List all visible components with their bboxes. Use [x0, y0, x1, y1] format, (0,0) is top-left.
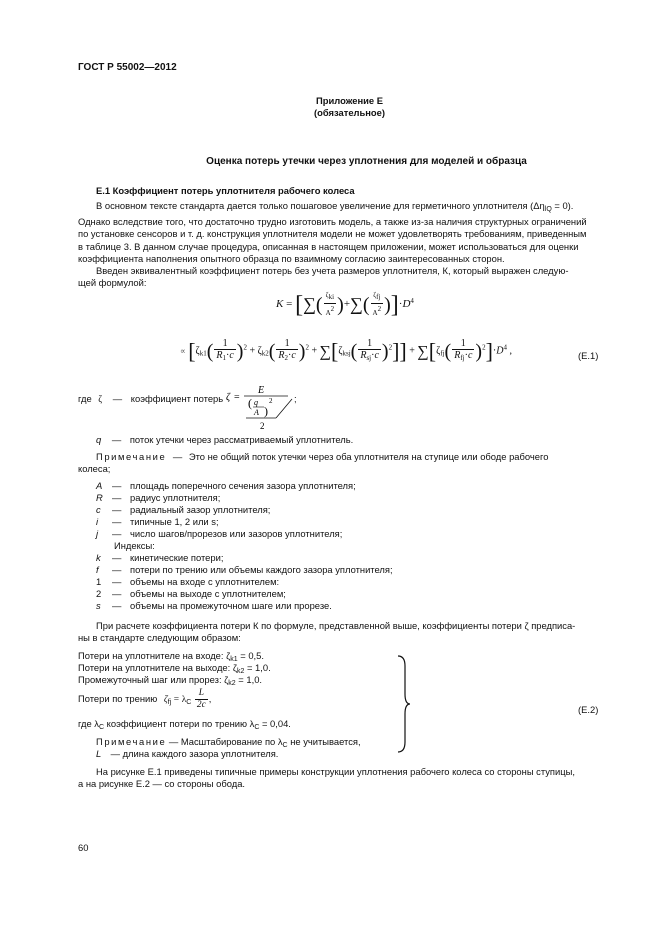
svg-text:2: 2: [269, 397, 273, 405]
document-title: Оценка потерь утечки через уплотнения для моделей и образца: [206, 156, 527, 167]
where-zeta: где ζ — коэффициент потерь: [78, 393, 224, 405]
system-l-definition: L — длина каждого зазора уплотнителя.: [96, 748, 279, 759]
note-1: Примечание — Это не общий поток утечки через оба уплотнителя на ступице или ободе рабочего колеса;: [78, 451, 549, 475]
list-item: 2 — объемы на выходе с уплотнителем;: [96, 588, 286, 599]
svg-text:(: (: [248, 396, 252, 410]
system-line-1: Потери на уплотнителе на входе: $\zeta_{k1} = 0,5$.: [78, 650, 264, 663]
annex-status: (обязательное): [314, 107, 385, 119]
glossary-list: [96, 480, 393, 612]
list-item: R — радиус уплотнителя;: [96, 492, 221, 503]
paragraph-figures: На рисунке Е.1 приведены типичные примеры конструкции уплотнения рабочего колеса со стороны ступицы, а на рисунке Е.2 — со стороны обода.: [78, 766, 575, 790]
para1-line-2: Однако вследствие того, что достаточно трудно изготовить модель, а также из-за наличия структурных ограничений: [78, 216, 587, 228]
formula-k-line1: K = [∑( $\frac{\text{ζki}}{A2}$ )+∑( $\frac{\text{ζfj}}{A2}$ )]$\cdot D^4$: [276, 291, 414, 319]
zeta-formula-svg: [224, 382, 324, 432]
note-label: Примечание: [96, 451, 167, 462]
paragraph-intro: [78, 200, 615, 289]
list-item: A — площадь поперечного сечения зазора уплотнителя;: [96, 480, 356, 491]
zeta-semicolon: ;: [294, 393, 297, 404]
system-line-5: где $\lambda_C$ коэффициент потери по трению $\lambda_C = 0,04$.: [78, 718, 291, 731]
system-note: Примечание — Масштабирование по $\lambda_C$ не учитывается,: [96, 736, 361, 749]
svg-text:A: A: [254, 408, 259, 417]
system-line-3: Промежуточный шаг или прорез: $\zeta_{k2} = 1,0$.: [78, 674, 263, 687]
svg-text:2: 2: [260, 421, 265, 431]
list-item: c — радиальный зазор уплотнителя;: [96, 504, 271, 515]
annex-title: [0, 95, 661, 119]
para2-line-1: Введен эквивалентный коэффициент потерь без учета размеров уплотнителя, К, который выражен следую-: [96, 265, 569, 277]
paragraph-coefficients: При расчете коэффициента потери К по формуле, представленной выше, коэффициенты потери ζ предписа- ны в стандарте следующим образом:: [78, 620, 576, 644]
system-line-2: Потери на уплотнителе на выходе: $\zeta_{k2} = 1,0$.: [78, 662, 271, 675]
svg-text:): ): [264, 404, 268, 418]
list-item: k — кинетические потери;: [96, 552, 224, 563]
svg-text:E: E: [258, 385, 265, 396]
svg-text:=: =: [234, 392, 240, 403]
list-item: 1 — объемы на входе с уплотнителем:: [96, 576, 280, 587]
para2-line-2: щей формулой:: [78, 277, 147, 289]
formula-k-line2: ∝ [$\zeta_{k1}$( $\frac{1}{R_1\cdot c}$ )$^2 + \zeta_{k2}$( $\frac{1}{R_2\cdot c}$ )$^2 + \sum[\zeta_{ksj}$( $\frac{1}{R_{sj}\cdot c}$ )$^2]] + \sum[\zeta_{fj}$( $\frac{1}{R_{fj}\cdot c}$ )$^2]\cdot D^4$ ,: [180, 338, 512, 364]
standard-header: ГОСТ Р 55002—2012: [78, 62, 177, 73]
list-item: j — число шагов/прорезов или зазоров уплотнителя;: [96, 528, 343, 539]
para1-line-3: по установке сенсоров и т. д. конструкция уплотнителя модели не может удовлетворять требованиям, приведенным: [78, 228, 587, 240]
page-number: 60: [78, 842, 89, 853]
svg-text:q: q: [254, 398, 258, 407]
list-item: s — объемы на промежуточном шаге или прорезе.: [96, 600, 332, 611]
annex-label: Приложение Е: [316, 95, 383, 106]
para1-line-4: в таблице 3. В данном случае процедура, описанная в настоящем приложении, может использоваться для оценки: [78, 240, 579, 252]
list-item: f — потери по трению или объемы каждого зазора уплотнителя;: [96, 564, 393, 575]
system-line-4: Потери по трению $\zeta_{fj} = \lambda_C$ $\frac{L}{2c}$ ,: [78, 688, 212, 711]
svg-text:ζ: ζ: [226, 392, 231, 403]
indices-label: Индексы:: [114, 540, 155, 551]
para1-line-1: В основном тексте стандарта дается только пошаговое увеличение для герметичного уплотнителя $(\Delta\eta_{lQ} = 0)$.: [96, 200, 574, 213]
q-definition: q — поток утечки через рассматриваемый уплотнитель.: [96, 434, 354, 445]
system-e2: [78, 650, 361, 760]
list-item: i — типичные 1, 2 или s;: [96, 516, 219, 527]
para1-line-5: коэффициента наполнения опытного образца по взаимному согласию заинтересованных сторон.: [78, 252, 505, 264]
section-heading: Е.1 Коэффициент потерь уплотнителя рабочего колеса: [96, 185, 355, 196]
right-brace: [396, 654, 412, 754]
formula-e1-label: (E.1): [578, 350, 599, 361]
formula-e2-label: (E.2): [578, 704, 599, 715]
